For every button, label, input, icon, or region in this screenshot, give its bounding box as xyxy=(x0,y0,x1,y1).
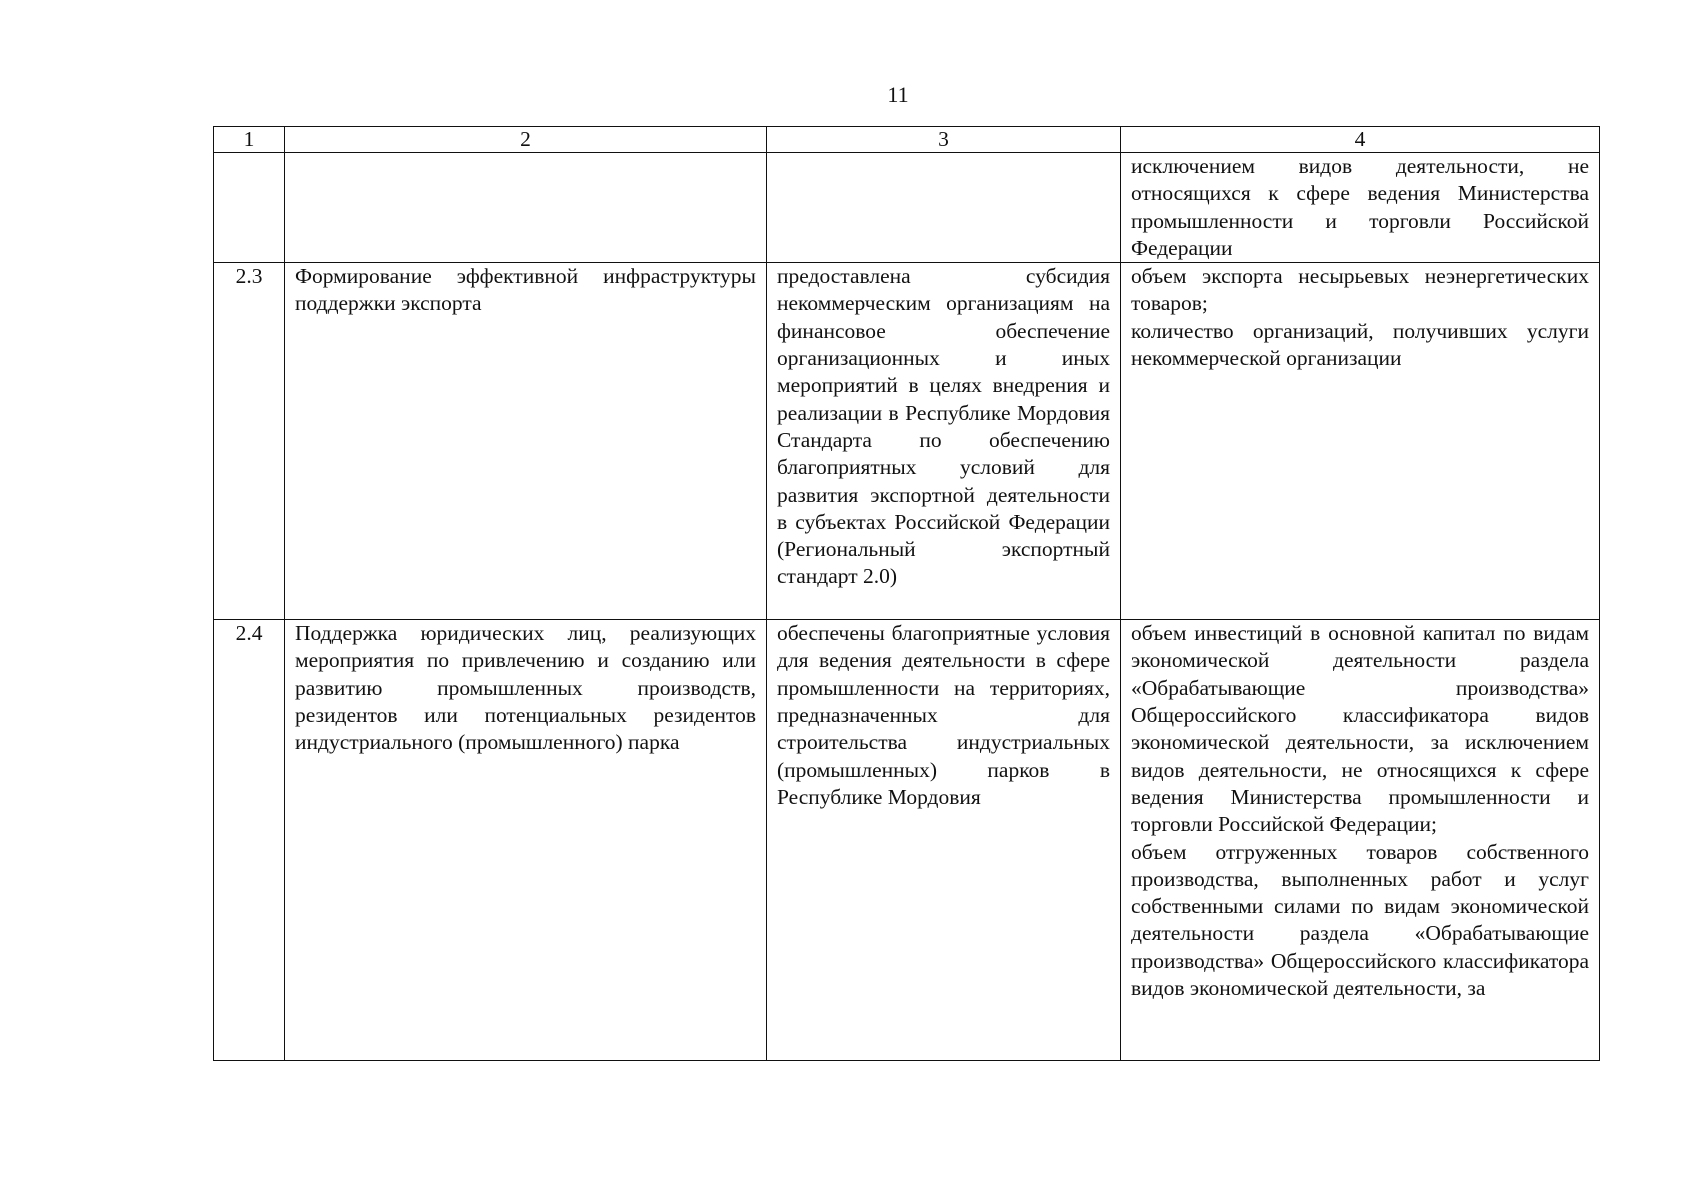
page-number: 11 xyxy=(887,82,909,107)
measure-indicators xyxy=(1121,153,1600,263)
indicator-text: объем отгруженных товаров собственного производства, выполненных работ и услуг собственными силами по видам экономической деятельности раздела «Обрабатывающие производства» Общероссийского классификатора видов экономической деятельности, за xyxy=(1131,839,1589,1001)
measure-indicators xyxy=(1121,263,1600,620)
row-number: 2.3 xyxy=(214,263,285,620)
measure-title xyxy=(285,153,767,263)
indicator-text: объем инвестиций в основной капитал по видам экономической деятельности раздела «Обрабатывающие производства» Общероссийского классификатора видов экономической деятельности, за исключением видов деятельности, не относящихся к сфере ведения Министерства промышленности и торговли Российской Федерации; xyxy=(1131,621,1589,837)
measure-result: обеспечены благоприятные условия для ведения деятельности в сфере промышленности на территориях, предназначенных для строительства индустриальных (промышленных) парков в Республике Мордовия xyxy=(767,620,1121,1061)
table-header-row xyxy=(214,127,1600,153)
table-row xyxy=(214,263,1600,620)
table-row xyxy=(214,153,1600,263)
table-row xyxy=(214,620,1600,1061)
row-number xyxy=(214,153,285,263)
measure-title: Поддержка юридических лиц, реализующих мероприятия по привлечению и созданию или развитию промышленных производств, резидентов или потенциальных резидентов индустриального (промышленного) парка xyxy=(285,620,767,1061)
measure-indicators xyxy=(1121,620,1600,1061)
column-header-1: 1 xyxy=(214,127,285,153)
measure-result: предоставлена субсидия некоммерческим организациям на финансовое обеспечение организационных и иных мероприятий в целях внедрения и реализации в Республике Мордовия Стандарта по обеспечению благоприятных условий для развития экспортной деятельности в субъектах Российской Федерации (Региональный экспортный стандарт 2.0) xyxy=(767,263,1121,620)
row-number: 2.4 xyxy=(214,620,285,1061)
indicator-text: объем экспорта несырьевых неэнергетических товаров; xyxy=(1131,264,1589,316)
indicator-text: количество организаций, получивших услуги некоммерческой организации xyxy=(1131,318,1589,371)
measure-result xyxy=(767,153,1121,263)
column-header-3: 3 xyxy=(767,127,1121,153)
indicator-text: исключением видов деятельности, не относящихся к сфере ведения Министерства промышленности и торговли Российской Федерации xyxy=(1131,154,1589,260)
measures-table xyxy=(213,126,1600,1061)
column-header-4: 4 xyxy=(1121,127,1600,153)
measure-title: Формирование эффективной инфраструктуры поддержки экспорта xyxy=(285,263,767,620)
column-header-2: 2 xyxy=(285,127,767,153)
